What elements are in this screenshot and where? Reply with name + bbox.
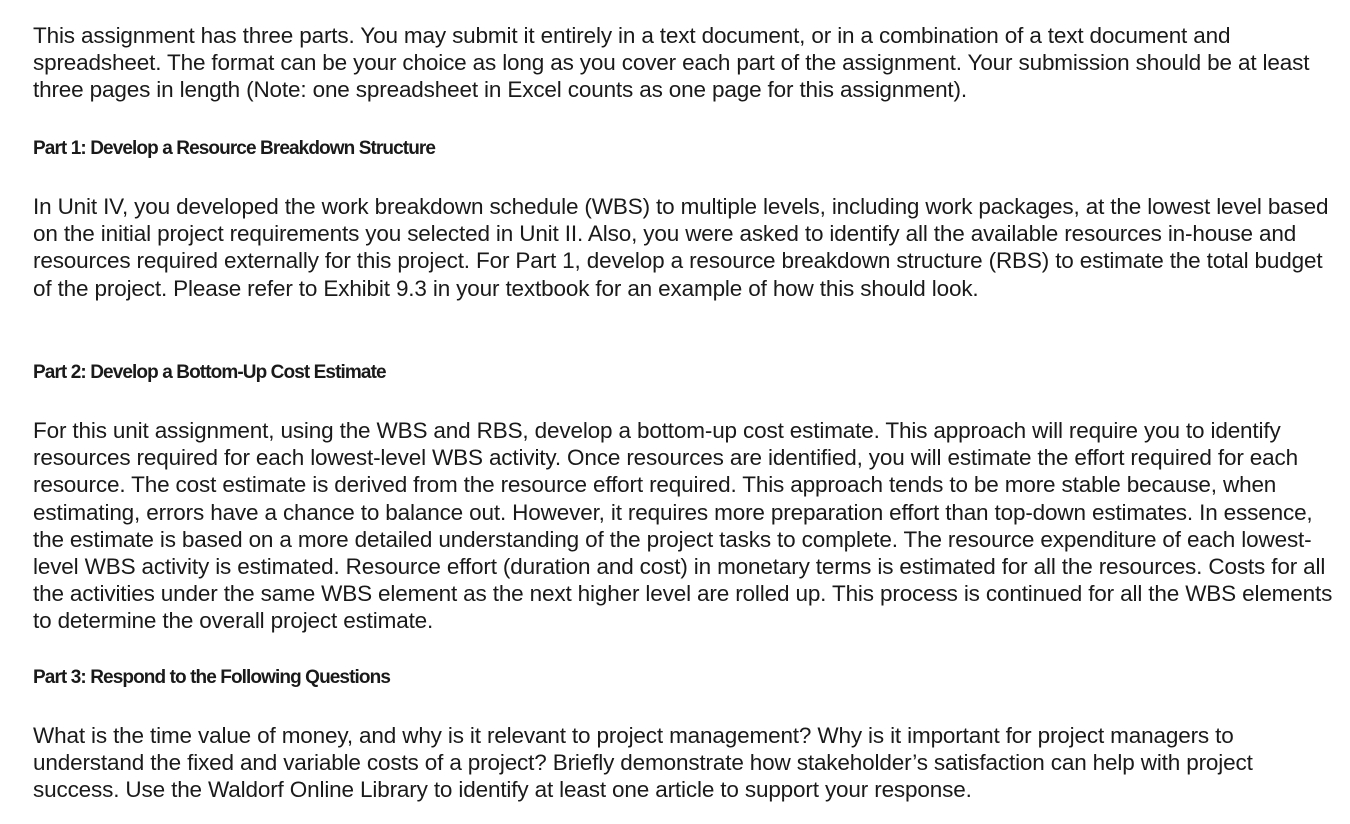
part3-heading: Part 3: Respond to the Following Questions xyxy=(33,667,390,688)
part2-paragraph: For this unit assignment, using the WBS and RBS, develop a bottom-up cost estimate. This approach will require you to identify resources required for each lowest-level WBS activity. Once resources are identified, you will estimate the effort required for each resource. The cost estimate is derived from the resource effort required. This approach tends to be more stable because, when estimating, errors have a chance to balance out. However, it requires more preparation effort than top-down estimates. In essence, the estimate is based on a more detailed understanding of the project tasks to complete. The resource expenditure of each lowest-level WBS activity is estimated. Resource effort (duration and cost) in monetary terms is estimated for all the resources. Costs for all the activities under the same WBS element as the next higher level are rolled up. This process is continued for all the WBS elements to determine the overall project estimate. xyxy=(33,418,1333,634)
part3-paragraph: What is the time value of money, and why is it relevant to project management? Why is it important for project managers to understand the fixed and variable costs of a project? Briefly demonstrate how stakeholder’s satisfaction can help with project success. Use the Waldorf Online Library to identify at least one article to support your response. xyxy=(33,723,1253,803)
part2-heading: Part 2: Develop a Bottom-Up Cost Estimate xyxy=(33,362,386,383)
part1-heading: Part 1: Develop a Resource Breakdown Structure xyxy=(33,138,436,159)
part1-paragraph: In Unit IV, you developed the work breakdown schedule (WBS) to multiple levels, including work packages, at the lowest level based on the initial project requirements you selected in Unit II. Also, you were asked to identify all the available resources in-house and resources required externally for this project. For Part 1, develop a resource breakdown structure (RBS) to estimate the total budget of the project. Please refer to Exhibit 9.3 in your textbook for an example of how this should look. xyxy=(33,194,1329,301)
intro-paragraph: This assignment has three parts. You may submit it entirely in a text document, or in a combination of a text document and spreadsheet. The format can be your choice as long as you cover each part of the assignment. Your submission should be at least three pages in length (Note: one spreadsheet in Excel counts as one page for this assignment). xyxy=(33,23,1310,103)
